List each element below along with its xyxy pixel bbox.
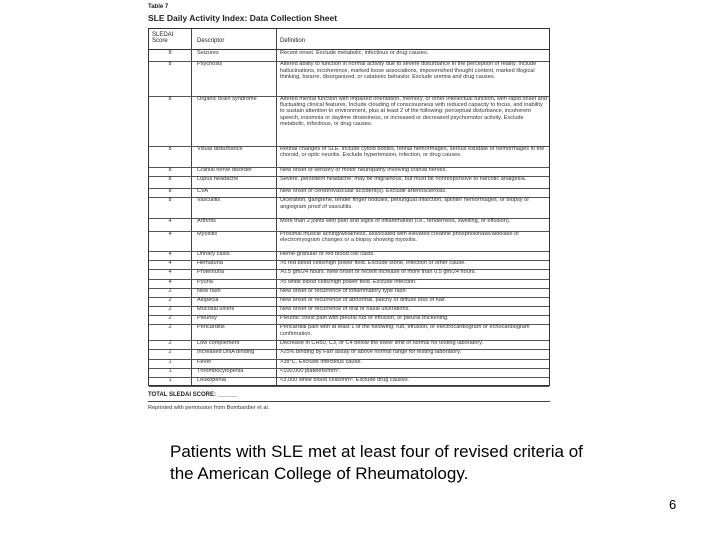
row-definition: Retinal changes of SLE. Include cytoid bodies, retinal hemorrhages, serous exudate or hemorrhages in the choroid, or optic neuritis. Exclude hypertension, infection, or drug causes. [280,146,545,159]
table-row [149,324,549,341]
row-descriptor: Organic brain syndrome [197,95,257,102]
row-definition: New onset of cerebrovascular accident(s). Exclude arteriosclerosis. [280,188,447,195]
row-weight: 2 [168,349,172,356]
row-weight: 1 [168,367,172,374]
table-row [149,61,549,96]
reprint-note: Reprinted with permission from Bombardier et al. [148,405,270,411]
row-definition: Severe, persistent headache; may be migrainous, but must be nonresponsive to narcotic analgesia. [280,175,527,182]
table-row [149,218,549,232]
total-score-label: TOTAL SLEDAI SCORE: ______ [148,392,238,398]
row-definition: >38°C. Exclude infectious cause. [280,358,362,365]
row-weight: 2 [168,340,172,347]
table-header [149,29,549,50]
row-definition: Pericardial pain with at least 1 of the following: rub, effusion, or electrocardiogram or echocardiogram confirmation. [280,324,530,337]
divider [148,401,550,402]
table-label: Table 7 [148,4,169,10]
slide-caption: Patients with SLE met at least four of revised criteria of the American College of Rheumatology. [170,442,583,483]
header-definition: Definition [280,38,306,44]
row-descriptor: Pleurisy [197,315,217,322]
row-descriptor: Low complement [197,340,240,347]
row-descriptor: Pyuria [197,278,213,285]
table-row [149,176,549,190]
row-definition: Heme-granular or red blood cell casts. [280,251,375,258]
row-weight: 8 [168,188,172,195]
row-definition: <3,000 white blood cells/mm³. Exclude drug causes. [280,376,410,383]
row-weight: 8 [168,175,172,182]
row-weight: 8 [168,146,172,152]
row-weight: 2 [168,315,172,322]
row-definition: Decrease in CH50, C3, or C4 below the lower limit of normal for testing laboratory. [280,340,484,347]
row-definition: New onset or recurrence of abnormal, patchy or diffuse loss of hair. [280,296,447,303]
scanned-table-image [145,0,565,430]
row-descriptor: Proteinuria [197,269,225,276]
row-definition: New onset or recurrence of oral or nasal ulcerations. [280,306,410,312]
row-descriptor: Mucosal ulcers [197,306,235,312]
sledai-table [148,28,550,386]
row-definition: >5 red blood cells/high power field. Exclude stone, infection or other cause. [280,260,466,267]
row-definition: Pleuritic chest pain with pleural rub or effusion, or pleural thickening. [280,315,449,322]
row-weight: 4 [168,251,172,258]
table-row [149,377,549,387]
row-descriptor: Seizures [197,50,219,56]
row-descriptor: Increased DNA binding [197,349,255,356]
row-weight: 2 [168,306,172,312]
row-definition: New onset or recurrence of inflammatory type rash. [280,287,408,294]
row-definition: More than 2 joints with pain and signs of inflammation (i.e., tenderness, swelling, or effusion). [280,218,511,224]
row-descriptor: Urinary casts [197,251,230,258]
page-number: 6 [669,497,677,512]
row-descriptor: Lupus headache [197,175,239,182]
row-definition: <100,000 platelets/mm³. [280,367,341,374]
row-weight: 4 [168,218,172,224]
row-weight: 8 [168,50,172,56]
row-weight: 8 [168,95,172,102]
table-row [149,96,549,147]
header-weight: SLEDAI Score [152,32,174,44]
row-descriptor: Fever [197,358,212,365]
row-descriptor: New rash [197,287,221,294]
row-weight: 4 [168,260,172,267]
row-descriptor: Vasculitis [197,197,221,204]
row-weight: 2 [168,324,172,331]
row-weight: 2 [168,296,172,303]
row-weight: 4 [168,269,172,276]
row-descriptor: Visual disturbance [197,146,243,152]
row-weight: 4 [168,278,172,285]
row-weight: 4 [168,230,172,237]
row-descriptor: Thrombocytopenia [197,367,244,374]
row-descriptor: Pericarditis [197,324,225,331]
row-weight: 8 [168,166,172,173]
row-weight: 1 [168,358,172,365]
row-definition: >0.5 gm/24 hours. New onset or recent increase of more than 0.5 gm/24 hours. [280,269,477,276]
row-weight: 2 [168,287,172,294]
row-weight: 1 [168,376,172,383]
table-row [149,146,549,168]
row-weight: 8 [168,61,172,68]
row-descriptor: Arthritis [197,218,216,224]
row-descriptor: Hematuria [197,260,223,267]
row-descriptor: CVA [197,188,209,195]
row-definition: Proximal muscle aching/weakness, associated with elevated creatine phosphokinase/aldolase or electromyogram changes or a biopsy showing myositis. [280,230,520,243]
table-row [149,197,549,219]
header-descriptor: Descriptor [197,38,225,44]
row-definition: Altered mental function with impaired orientation, memory, or other intellectual function, with rapid onset and fluctuating clinical features. Include clouding of consciousness with reduced capacity to focus, and inability to sustain attention to environment, plus at least 2 of the following: perceptual disturbance, incoherent speech, insomnia or daytime drowsiness, or increased or decreased psychomotor activity. Exclude metabolic, infectious, or drug causes. [280,95,547,127]
table-row [149,231,549,253]
row-descriptor: Psychosis [197,61,223,68]
row-descriptor: Cranial nerve disorder [197,166,253,173]
row-descriptor: Alopecia [197,296,219,303]
row-definition: Recent onset. Exclude metabolic, infectious or drug causes. [280,50,429,56]
row-definition: Altered ability to function in normal activity due to severe disturbance in the perception of reality. Include hallucinations, incoherence, marked loose associations, impoverished thought content, marked illogical thinking, bizarre, disorganized, or catatonic behavior. Exclude uremia and drug causes. [280,61,537,81]
row-definition: >25% binding by Farr assay or above normal range for testing laboratory. [280,349,462,356]
row-descriptor: Leukopenia [197,376,226,383]
row-weight: 8 [168,197,172,204]
row-definition: Ulceration, gangrene, tender finger nodules, periungual infarction, splinter hemorrhages, or biopsy or angiogram proof of vasculitis. [280,197,530,210]
row-definition: >5 white blood cells/high power field. Exclude infection. [280,278,417,285]
row-descriptor: Myositis [197,230,218,237]
row-definition: New onset of sensory or motor neuropathy involving cranial nerves. [280,166,447,173]
table-title: SLE Daily Activity Index: Data Collection Sheet [148,13,338,23]
